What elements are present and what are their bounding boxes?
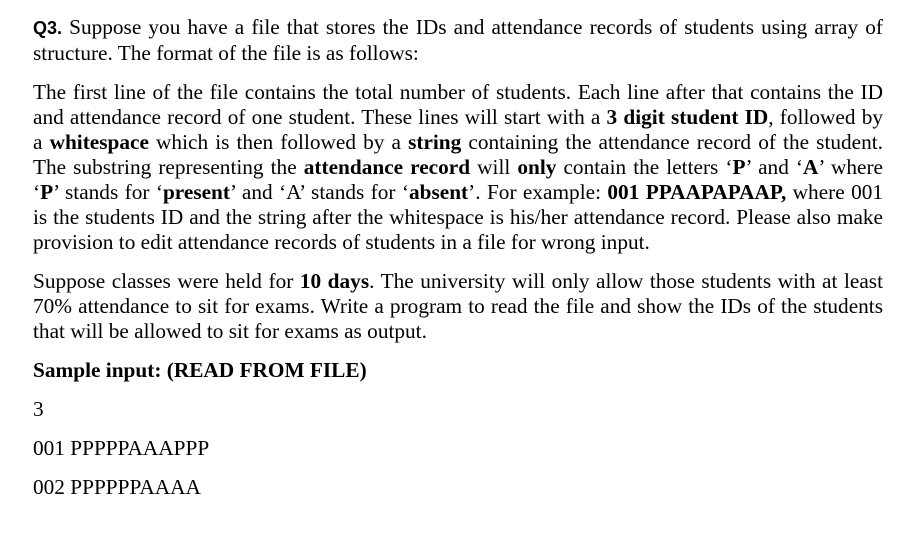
question-label: Q3. <box>33 18 63 38</box>
text-run: will <box>470 155 518 179</box>
sample-line-count: 3 <box>33 397 44 421</box>
question-intro-text: Suppose you have a file that stores the IDs and attendance records of students using array of structure. The format of the file is as follows: <box>33 15 883 65</box>
bold-run: 3 digit student ID <box>606 105 769 129</box>
text-run: Suppose classes were held for <box>33 269 300 293</box>
bold-run: P <box>40 180 54 204</box>
attendance-rule-paragraph <box>33 269 883 344</box>
bold-run: 10 days <box>299 269 370 293</box>
text-run: ’ where ‘ <box>33 155 883 204</box>
text-run: ’ stands for ‘ <box>53 180 163 204</box>
bold-run: present <box>162 180 230 204</box>
sample-input-heading: Sample input: (READ FROM FILE) <box>33 358 367 382</box>
file-format-paragraph <box>33 80 883 255</box>
text-run: containing the attendance record of the student. The substring representing the <box>33 130 884 179</box>
text-run: contain the letters ‘ <box>556 155 733 179</box>
text-run: ’. For example: <box>468 180 608 204</box>
bold-run: 001 PPAAPAPAAP, <box>607 180 787 204</box>
text-run: where 001 is the students ID and the string after the whitespace is his/her attendance record. Please also make provision to edit attendance records of students in a file for wrong input. <box>33 180 884 254</box>
text-run: ’ and ‘A’ stands for ‘ <box>230 180 409 204</box>
bold-run: attendance record <box>303 155 471 179</box>
bold-run: whitespace <box>49 130 149 154</box>
bold-run: P <box>732 155 746 179</box>
text-run: . The university will only allow those students with at least 70% attendance to sit for exams. Write a program to read the file and show the IDs of the students that will be allowed to sit for exams as output. <box>33 269 883 343</box>
document-page <box>33 15 883 500</box>
bold-run: A <box>803 155 819 179</box>
text-run: , followed by a <box>33 105 883 154</box>
sample-line-student-2: 002 PPPPPPAAAA <box>33 475 201 499</box>
bold-run: only <box>517 155 557 179</box>
text-run: which is then followed by a <box>148 130 409 154</box>
question-intro <box>33 15 883 66</box>
text-run: ’ and ‘ <box>745 155 803 179</box>
bold-run: string <box>408 130 462 154</box>
text-run: The first line of the file contains the total number of students. Each line after that contains the ID and attendance record of one student. These lines will start with a <box>33 80 883 129</box>
sample-line-student-1: 001 PPPPPAAAPPP <box>33 436 210 460</box>
bold-run: absent <box>408 180 469 204</box>
